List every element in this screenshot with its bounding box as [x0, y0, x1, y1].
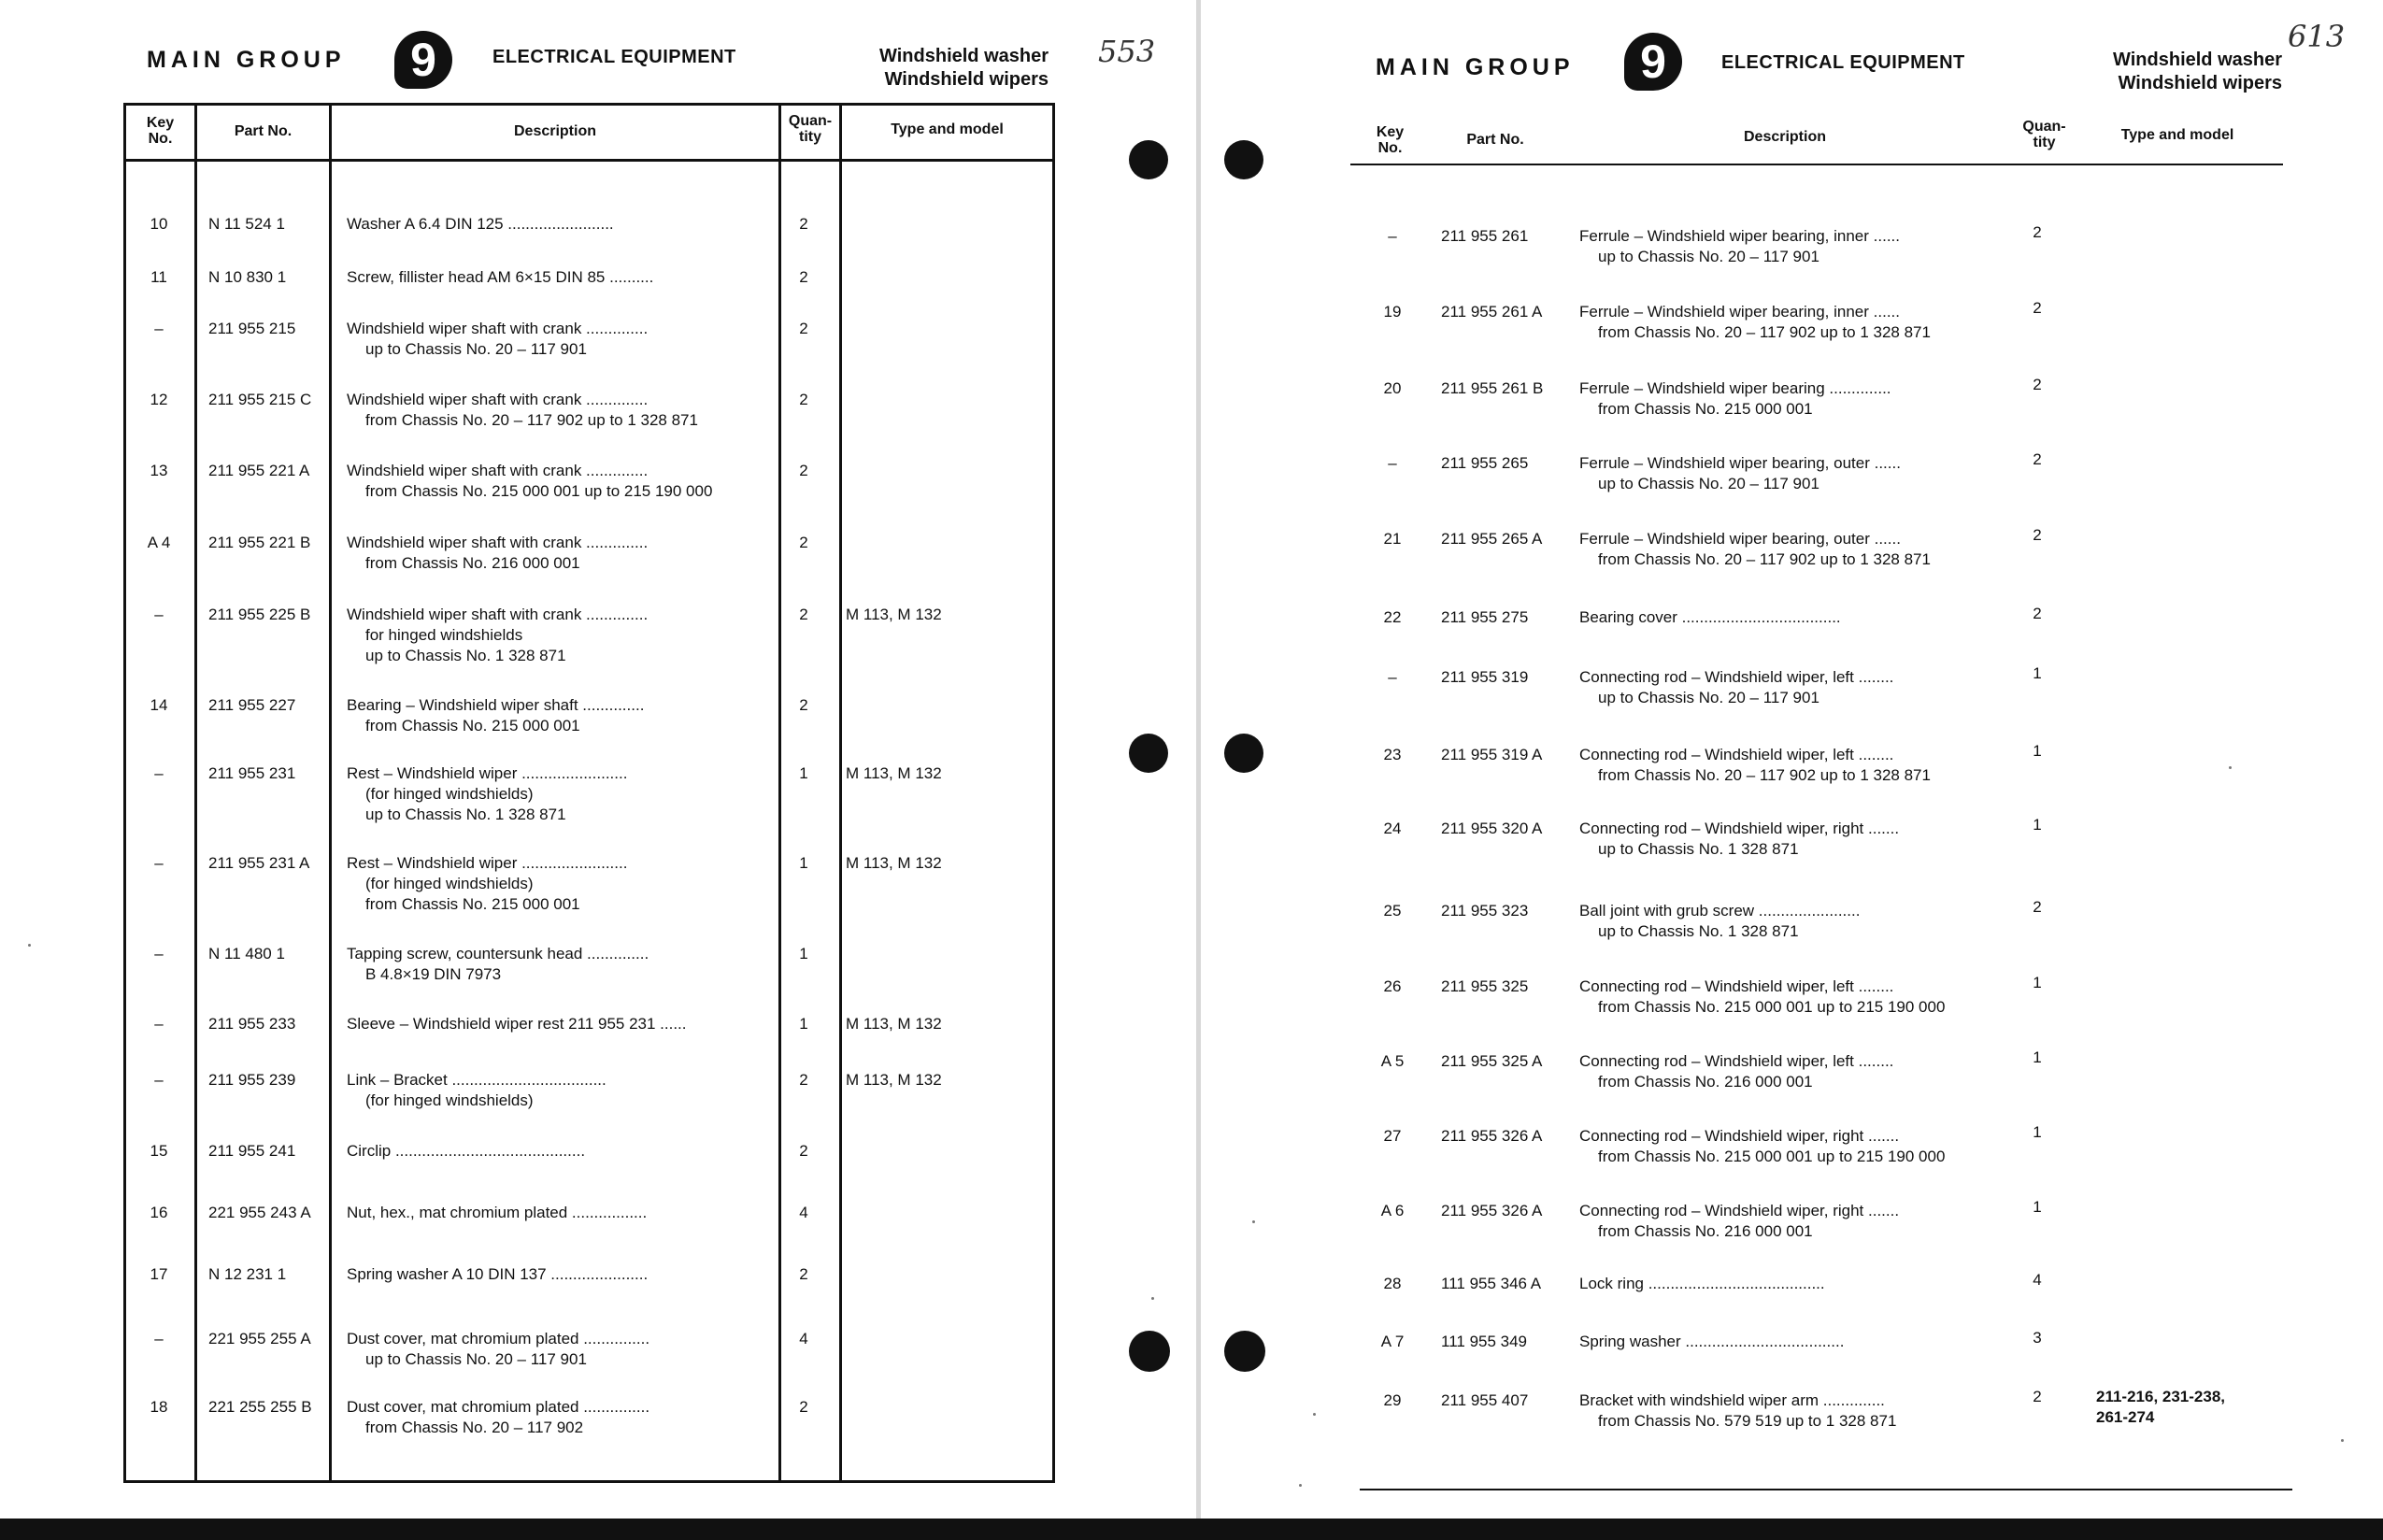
row-description [1579, 1126, 1945, 1167]
right-header-rule [1350, 164, 2283, 165]
row-description-line-1: Connecting rod – Windshield wiper, left ........ [1579, 668, 1894, 686]
row-type-model: M 113, M 132 [846, 764, 942, 782]
row-description [347, 533, 648, 574]
row-description [347, 1141, 585, 1162]
row-description-line-2: from Chassis No. 215 000 001 [365, 717, 580, 734]
row-key-no: – [1388, 668, 1397, 686]
row-quantity: 2 [2033, 898, 2042, 916]
row-quantity: 2 [2033, 299, 2042, 317]
row-quantity: 1 [2033, 1198, 2042, 1216]
row-quantity: 2 [799, 268, 808, 286]
row-quantity: 1 [799, 1015, 808, 1033]
row-description-line-1: Circlip ........................................... [347, 1142, 586, 1160]
row-key-no: 16 [150, 1204, 168, 1221]
row-description-line-2: up to Chassis No. 20 – 117 901 [1598, 475, 1819, 492]
right-header-key: Key No. [1376, 124, 1405, 156]
right-page-title [2056, 49, 2282, 95]
row-part-no: 211 955 326 A [1441, 1202, 1543, 1219]
right-title-line-2: Windshield wipers [2118, 73, 2282, 93]
row-description-line-2: from Chassis No. 216 000 001 [1598, 1222, 1813, 1240]
left-header-rule [123, 159, 1055, 162]
row-part-no: 211 955 265 A [1441, 530, 1543, 548]
row-part-no: 211 955 261 B [1441, 379, 1544, 397]
row-description-line-2: from Chassis No. 20 – 117 902 up to 1 328 871 [1598, 323, 1931, 341]
scan-speck [2341, 1439, 2344, 1442]
left-header-key: Key No. [146, 115, 175, 147]
row-part-no: 211 955 215 C [208, 391, 312, 408]
right-section-title: ELECTRICAL EQUIPMENT [1721, 52, 1965, 73]
row-description-line-2: from Chassis No. 215 000 001 up to 215 190 000 [1598, 1148, 1946, 1165]
row-key-no: 20 [1383, 379, 1402, 397]
row-type-model: 211-216, 231-238, 261-274 [2096, 1388, 2226, 1426]
row-part-no: 211 955 231 A [208, 854, 310, 872]
row-part-no: N 11 480 1 [208, 945, 285, 962]
row-description-line-1: Bearing cover .................................... [1579, 608, 1841, 626]
row-description [347, 319, 648, 360]
row-key-no: 13 [150, 462, 168, 479]
left-header-description: Description [513, 123, 596, 139]
right-header-description: Description [1743, 129, 1826, 145]
row-description-line-2: up to Chassis No. 20 – 117 901 [365, 340, 587, 358]
row-description-line-1: Connecting rod – Windshield wiper, right ....... [1579, 1202, 1900, 1219]
row-description-line-2: (for hinged windshields) [365, 1091, 534, 1109]
row-description-line-2: (for hinged windshields) [365, 875, 534, 892]
row-description-line-1: Connecting rod – Windshield wiper, left ........ [1579, 1052, 1894, 1070]
row-description-line-1: Windshield wiper shaft with crank .............. [347, 534, 649, 551]
row-description-line-1: Connecting rod – Windshield wiper, left ........ [1579, 977, 1894, 995]
right-header-type: Type and model [2120, 127, 2234, 143]
row-description [1579, 977, 1945, 1018]
row-description-line-1: Washer A 6.4 DIN 125 ........................ [347, 215, 614, 233]
right-main-group-label: MAIN GROUP [1376, 54, 1575, 80]
row-quantity: 1 [799, 854, 808, 872]
row-part-no: 211 955 231 [208, 764, 296, 782]
binder-hole [1224, 734, 1263, 773]
row-description-line-1: Bearing – Windshield wiper shaft .............. [347, 696, 645, 714]
right-header-part: Part No. [1466, 132, 1524, 148]
row-quantity: 2 [799, 215, 808, 233]
row-part-no: 211 955 275 [1441, 608, 1529, 626]
row-description-line-1: Connecting rod – Windshield wiper, right ....... [1579, 1127, 1900, 1145]
row-description-line-2: up to Chassis No. 20 – 117 901 [1598, 248, 1819, 265]
row-quantity: 1 [2033, 1048, 2042, 1066]
row-description-line-1: Ferrule – Windshield wiper bearing, inner ...... [1579, 303, 1900, 321]
row-description-line-1: Dust cover, mat chromium plated ............... [347, 1330, 650, 1348]
row-description-line-1: Windshield wiper shaft with crank .............. [347, 391, 649, 408]
left-title-line-1: Windshield washer [879, 46, 1049, 66]
row-quantity: 2 [2033, 1388, 2042, 1405]
row-description-line-1: Connecting rod – Windshield wiper, left ........ [1579, 746, 1894, 763]
row-description-line-3: from Chassis No. 215 000 001 [365, 895, 580, 913]
row-description [347, 1264, 648, 1285]
scan-speck [28, 944, 31, 947]
row-description-line-2: up to Chassis No. 20 – 117 901 [1598, 689, 1819, 706]
row-description [1579, 302, 1931, 343]
row-part-no: N 11 524 1 [208, 215, 285, 233]
row-description-line-1: Ball joint with grub screw ....................... [1579, 902, 1861, 920]
row-description-line-2: (for hinged windshields) [365, 785, 534, 803]
row-key-no: 23 [1383, 746, 1402, 763]
row-description-line-2: B 4.8×19 DIN 7973 [365, 965, 502, 983]
row-key-no: 26 [1383, 977, 1402, 995]
row-description-line-2: from Chassis No. 20 – 117 902 up to 1 328 871 [1598, 550, 1931, 568]
scan-speck [2229, 766, 2232, 769]
left-col-divider [329, 103, 332, 1483]
row-key-no: – [1388, 454, 1397, 472]
row-part-no: 211 955 325 [1441, 977, 1529, 995]
row-quantity: 2 [799, 534, 808, 551]
row-description [347, 1329, 649, 1370]
left-header-type: Type and model [891, 121, 1004, 137]
row-description-line-1: Connecting rod – Windshield wiper, right ....... [1579, 820, 1900, 837]
row-description-line-1: Sleeve – Windshield wiper rest 211 955 231 ...... [347, 1015, 687, 1033]
row-part-no: N 10 830 1 [208, 268, 287, 286]
row-description-line-1: Rest – Windshield wiper ........................ [347, 764, 628, 782]
row-description-line-1: Windshield wiper shaft with crank .............. [347, 462, 649, 479]
row-key-no: – [154, 945, 164, 962]
row-description [347, 461, 712, 502]
row-key-no: A 7 [1380, 1333, 1405, 1350]
row-part-no: 211 955 239 [208, 1071, 296, 1089]
row-description-line-2: from Chassis No. 20 – 117 902 [365, 1419, 584, 1436]
row-description-line-2: from Chassis No. 215 000 001 up to 215 190 000 [365, 482, 713, 500]
row-quantity: 1 [799, 764, 808, 782]
row-description-line-2: up to Chassis No. 1 328 871 [1598, 840, 1799, 858]
row-description-line-2: from Chassis No. 20 – 117 902 up to 1 328 871 [365, 411, 698, 429]
row-quantity: 2 [2033, 376, 2042, 393]
row-quantity: 4 [799, 1204, 808, 1221]
row-description-line-1: Spring washer A 10 DIN 137 ...................... [347, 1265, 649, 1283]
row-key-no: – [1388, 227, 1397, 245]
row-key-no: – [154, 606, 164, 623]
row-key-no: A 5 [1380, 1052, 1405, 1070]
row-key-no: 15 [150, 1142, 168, 1160]
row-type-model: M 113, M 132 [846, 1071, 942, 1089]
binder-hole [1129, 140, 1168, 179]
row-type-model: M 113, M 132 [846, 854, 942, 872]
row-description-line-1: Ferrule – Windshield wiper bearing, inner ...... [1579, 227, 1900, 245]
row-part-no: 111 955 349 [1441, 1333, 1528, 1350]
row-description-line-1: Bracket with windshield wiper arm .............. [1579, 1391, 1885, 1409]
row-part-no: 211 955 233 [208, 1015, 296, 1033]
row-quantity: 2 [2033, 223, 2042, 241]
row-quantity: 2 [799, 696, 808, 714]
left-col-divider [778, 103, 781, 1483]
row-quantity: 2 [799, 462, 808, 479]
row-key-no: 14 [150, 696, 168, 714]
row-part-no: 211 955 407 [1441, 1391, 1529, 1409]
right-handwritten-page-number: 613 [2288, 19, 2346, 54]
row-description-line-2: for hinged windshields [365, 626, 523, 644]
row-part-no: 211 955 215 [208, 320, 296, 337]
row-description [1579, 378, 1891, 420]
row-part-no: 111 955 346 A [1441, 1275, 1542, 1292]
row-quantity: 1 [2033, 816, 2042, 834]
row-key-no: – [154, 1330, 164, 1348]
row-description-line-2: from Chassis No. 215 000 001 up to 215 190 000 [1598, 998, 1946, 1016]
scan-speck [1313, 1413, 1316, 1416]
row-description [347, 853, 627, 915]
row-description [347, 1397, 649, 1438]
row-quantity: 1 [2033, 664, 2042, 682]
row-part-no: 211 955 227 [208, 696, 296, 714]
row-description-line-1: Windshield wiper shaft with crank .............. [347, 320, 649, 337]
row-quantity: 2 [799, 606, 808, 623]
row-description-line-1: Link – Bracket ................................... [347, 1071, 606, 1089]
row-key-no: 19 [1383, 303, 1402, 321]
left-page-title [822, 45, 1049, 92]
left-title-line-2: Windshield wipers [884, 69, 1049, 90]
row-key-no: 24 [1383, 820, 1402, 837]
row-description [1579, 901, 1860, 942]
row-quantity: 2 [2033, 605, 2042, 622]
row-description [347, 214, 614, 235]
row-description [347, 1014, 687, 1034]
row-description [1579, 1274, 1825, 1294]
row-part-no: 211 955 221 B [208, 534, 311, 551]
row-description [1579, 1051, 1893, 1092]
row-description-line-1: Nut, hex., mat chromium plated ................. [347, 1204, 648, 1221]
row-quantity: 2 [2033, 526, 2042, 544]
row-description-line-1: Dust cover, mat chromium plated ............... [347, 1398, 650, 1416]
row-key-no: 18 [150, 1398, 168, 1416]
left-col-divider [839, 103, 842, 1483]
row-description-line-1: Rest – Windshield wiper ........................ [347, 854, 628, 872]
row-description [347, 944, 649, 985]
scan-speck [1252, 1220, 1255, 1223]
row-description [1579, 667, 1893, 708]
row-key-no: – [154, 320, 164, 337]
row-part-no: 211 955 320 A [1441, 820, 1543, 837]
row-quantity: 4 [2033, 1271, 2042, 1289]
row-description-line-1: Ferrule – Windshield wiper bearing .............. [1579, 379, 1891, 397]
row-part-no: 211 955 241 [208, 1142, 296, 1160]
left-header-quantity: Quan- tity [788, 113, 833, 145]
row-type-model: M 113, M 132 [846, 606, 942, 623]
row-part-no: 211 955 326 A [1441, 1127, 1543, 1145]
row-description [347, 1070, 606, 1111]
row-quantity: 4 [799, 1330, 808, 1348]
row-part-no: 211 955 265 [1441, 454, 1529, 472]
row-part-no: 221 955 255 A [208, 1330, 311, 1348]
right-title-line-1: Windshield washer [2113, 50, 2282, 70]
binder-hole [1129, 1331, 1170, 1372]
row-key-no: – [154, 1015, 164, 1033]
row-key-no: 10 [150, 215, 168, 233]
row-description-line-2: from Chassis No. 216 000 001 [365, 554, 580, 572]
row-description [347, 695, 644, 736]
row-description [347, 390, 698, 431]
row-description-line-2: from Chassis No. 20 – 117 902 up to 1 328 871 [1598, 766, 1931, 784]
row-quantity: 2 [799, 1265, 808, 1283]
row-key-no: – [154, 1071, 164, 1089]
right-group-number-badge: 9 [1624, 33, 1682, 91]
left-col-divider [194, 103, 197, 1483]
row-key-no: 17 [150, 1265, 168, 1283]
row-part-no: 211 955 221 A [208, 462, 310, 479]
row-description-line-2: from Chassis No. 216 000 001 [1598, 1073, 1813, 1091]
row-description [347, 267, 653, 288]
left-main-group-label: MAIN GROUP [147, 47, 346, 73]
row-description [347, 1203, 647, 1223]
row-description [1579, 1390, 1896, 1432]
row-quantity: 2 [799, 1071, 808, 1089]
binder-hole [1129, 734, 1168, 773]
row-description-line-2: up to Chassis No. 1 328 871 [1598, 922, 1799, 940]
row-description [1579, 529, 1931, 570]
row-description [347, 763, 627, 825]
row-key-no: 22 [1383, 608, 1402, 626]
row-key-no: A 4 [147, 534, 171, 551]
row-part-no: 221 955 243 A [208, 1204, 311, 1221]
row-part-no: N 12 231 1 [208, 1265, 287, 1283]
right-footer-rule [1360, 1489, 2292, 1490]
row-key-no: – [154, 854, 164, 872]
row-description-line-1: Tapping screw, countersunk head .............. [347, 945, 649, 962]
row-description-line-1: Ferrule – Windshield wiper bearing, outer ...... [1579, 530, 1901, 548]
row-description-line-1: Screw, fillister head AM 6×15 DIN 85 .......... [347, 268, 654, 286]
row-key-no: 12 [150, 391, 168, 408]
scan-speck [1299, 1484, 1302, 1487]
row-part-no: 211 955 261 A [1441, 303, 1543, 321]
row-description [1579, 745, 1931, 786]
row-part-no: 221 255 255 B [208, 1398, 312, 1416]
row-description-line-1: Ferrule – Windshield wiper bearing, outer ...... [1579, 454, 1901, 472]
row-description [1579, 819, 1899, 860]
row-description-line-1: Lock ring ........................................ [1579, 1275, 1825, 1292]
page-gutter [1196, 0, 1201, 1519]
row-description [1579, 1201, 1899, 1242]
row-key-no: 21 [1383, 530, 1402, 548]
row-description-line-2: up to Chassis No. 20 – 117 901 [365, 1350, 587, 1368]
row-part-no: 211 955 225 B [208, 606, 311, 623]
right-header-quantity: Quan- tity [2022, 119, 2066, 150]
row-quantity: 2 [799, 1142, 808, 1160]
row-part-no: 211 955 319 A [1441, 746, 1543, 763]
row-description [347, 605, 648, 666]
row-quantity: 1 [799, 945, 808, 962]
row-key-no: A 6 [1380, 1202, 1405, 1219]
row-key-no: 11 [150, 268, 167, 286]
row-description-line-1: Spring washer .................................... [1579, 1333, 1845, 1350]
row-description [1579, 453, 1901, 494]
row-quantity: 2 [2033, 450, 2042, 468]
row-quantity: 3 [2033, 1329, 2042, 1347]
row-quantity: 2 [799, 320, 808, 337]
row-quantity: 1 [2033, 974, 2042, 991]
left-group-number-badge: 9 [394, 31, 452, 89]
left-handwritten-page-number: 553 [1098, 34, 1156, 69]
binder-hole [1224, 140, 1263, 179]
row-description [1579, 1332, 1844, 1352]
row-description [1579, 226, 1900, 267]
row-description-line-3: up to Chassis No. 1 328 871 [365, 806, 566, 823]
row-description-line-2: from Chassis No. 215 000 001 [1598, 400, 1813, 418]
row-key-no: 29 [1383, 1391, 1402, 1409]
row-quantity: 2 [799, 391, 808, 408]
row-part-no: 211 955 325 A [1441, 1052, 1543, 1070]
row-key-no: 27 [1383, 1127, 1402, 1145]
row-quantity: 1 [2033, 1123, 2042, 1141]
row-quantity: 2 [799, 1398, 808, 1416]
row-part-no: 211 955 261 [1441, 227, 1529, 245]
row-key-no: 28 [1383, 1275, 1402, 1292]
row-part-no: 211 955 323 [1441, 902, 1529, 920]
row-key-no: – [154, 764, 164, 782]
binder-hole [1224, 1331, 1265, 1372]
row-description [1579, 607, 1841, 628]
row-description-line-3: up to Chassis No. 1 328 871 [365, 647, 566, 664]
row-description-line-2: from Chassis No. 579 519 up to 1 328 871 [1598, 1412, 1897, 1430]
row-type-model: M 113, M 132 [846, 1015, 942, 1033]
left-section-title: ELECTRICAL EQUIPMENT [492, 47, 736, 67]
row-quantity: 1 [2033, 742, 2042, 760]
row-part-no: 211 955 319 [1441, 668, 1529, 686]
row-key-no: 25 [1383, 902, 1402, 920]
scan-bottom-edge [0, 1519, 2383, 1540]
left-header-part: Part No. [234, 123, 293, 139]
scan-speck [1151, 1297, 1154, 1300]
row-description-line-1: Windshield wiper shaft with crank .............. [347, 606, 649, 623]
